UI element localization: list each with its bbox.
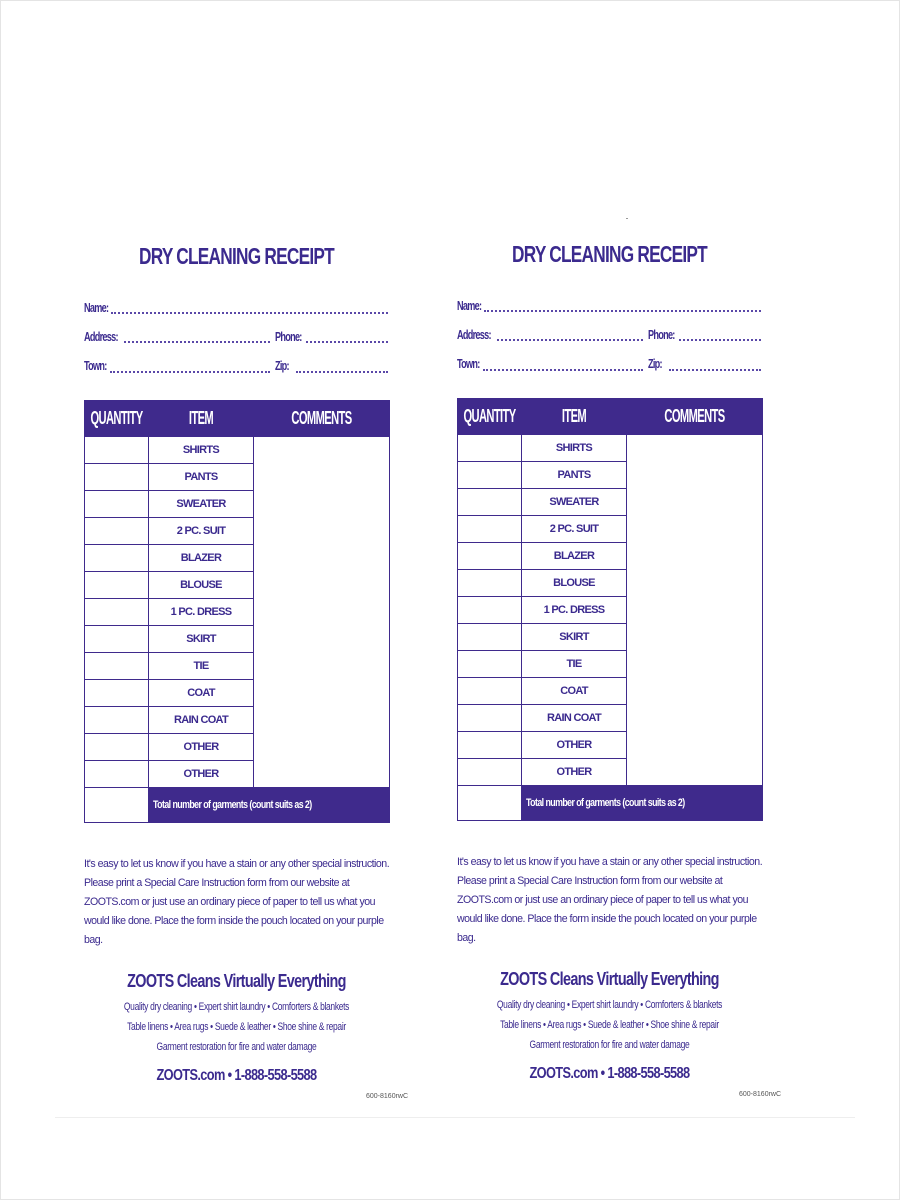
- table-row: [85, 437, 390, 464]
- quantity-cell[interactable]: [85, 680, 149, 707]
- item-label: RAIN COAT: [149, 707, 254, 734]
- comments-header-text: COMMENTS: [664, 406, 725, 426]
- service-line: Quality dry cleaning • Expert shirt laundry • Comforters & blankets: [496, 999, 723, 1011]
- quantity-header-text: QUANTITY: [90, 408, 143, 428]
- quantity-header: [85, 401, 149, 437]
- item-label: SHIRTS: [522, 435, 627, 462]
- phone-field[interactable]: [679, 339, 761, 341]
- item-label: SWEATER: [522, 489, 627, 516]
- address-label: Address:: [457, 327, 491, 342]
- services-list: [417, 995, 802, 1055]
- table-row: [458, 435, 763, 462]
- item-label: 2 PC. SUIT: [522, 516, 627, 543]
- item-label: TIE: [522, 651, 627, 678]
- service-line: Garment restoration for fire and water damage: [529, 1039, 690, 1051]
- quantity-cell[interactable]: [85, 626, 149, 653]
- quantity-cell[interactable]: [458, 543, 522, 570]
- quantity-cell[interactable]: [85, 518, 149, 545]
- item-label: BLOUSE: [522, 570, 627, 597]
- service-line: Table linens • Area rugs • Suede & leather • Shoe shine & repair: [500, 1019, 719, 1031]
- item-label: 1 PC. DRESS: [149, 599, 254, 626]
- quantity-header-text: QUANTITY: [463, 406, 516, 426]
- quantity-cell[interactable]: [458, 678, 522, 705]
- total-label-cell: [149, 788, 390, 823]
- quantity-cell[interactable]: [85, 761, 149, 788]
- address-label: Address:: [84, 329, 118, 344]
- item-label: OTHER: [522, 732, 627, 759]
- phone-label: Phone:: [275, 329, 302, 344]
- item-label: PANTS: [522, 462, 627, 489]
- instructions-text: It's easy to let us know if you have a stain or any other special instruction. Please print a Special Care Instruction form from our website at ZOOTS.com or just use an ordinary piece of paper to tell us what you would like done. Place the form inside the pouch located on your purple bag.: [84, 858, 390, 946]
- town-field[interactable]: [110, 371, 270, 373]
- quantity-cell[interactable]: [458, 570, 522, 597]
- item-label: SHIRTS: [149, 437, 254, 464]
- quantity-cell[interactable]: [85, 653, 149, 680]
- service-line: Quality dry cleaning • Expert shirt laundry • Comforters & blankets: [123, 1001, 350, 1013]
- quantity-cell[interactable]: [458, 435, 522, 462]
- receipt-title: DRY CLEANING RECEIPT: [512, 241, 707, 267]
- quantity-cell[interactable]: [85, 707, 149, 734]
- item-header-text: ITEM: [561, 406, 587, 426]
- item-label: SWEATER: [149, 491, 254, 518]
- item-label: PANTS: [149, 464, 254, 491]
- zip-field[interactable]: [296, 371, 388, 373]
- item-label: COAT: [522, 678, 627, 705]
- town-label: Town:: [457, 356, 480, 371]
- total-row: [85, 788, 390, 823]
- comments-header-text: COMMENTS: [291, 408, 352, 428]
- contact-info: ZOOTS.com • 1-888-558-5588: [529, 1065, 690, 1082]
- item-label: BLAZER: [149, 545, 254, 572]
- quantity-cell[interactable]: [458, 732, 522, 759]
- quantity-cell[interactable]: [458, 624, 522, 651]
- divider: [55, 1117, 855, 1118]
- item-label: TIE: [149, 653, 254, 680]
- item-label: SKIRT: [522, 624, 627, 651]
- garment-table: [84, 400, 390, 823]
- quantity-cell[interactable]: [458, 597, 522, 624]
- quantity-cell[interactable]: [458, 516, 522, 543]
- instructions-text: It's easy to let us know if you have a stain or any other special instruction. Please print a Special Care Instruction form from our website at ZOOTS.com or just use an ordinary piece of paper to tell us what you would like done. Place the form inside the pouch located on your purple bag.: [457, 856, 763, 944]
- quantity-cell[interactable]: [85, 734, 149, 761]
- total-quantity-cell[interactable]: [85, 788, 149, 823]
- phone-field[interactable]: [306, 341, 388, 343]
- quantity-cell[interactable]: [458, 651, 522, 678]
- name-field[interactable]: [111, 312, 388, 314]
- zip-label: Zip:: [648, 356, 662, 371]
- total-label: Total number of garments (count suits as 2): [526, 797, 685, 809]
- receipt-title: DRY CLEANING RECEIPT: [139, 243, 334, 269]
- item-label: RAIN COAT: [522, 705, 627, 732]
- item-label: BLOUSE: [149, 572, 254, 599]
- item-label: BLAZER: [522, 543, 627, 570]
- item-label: SKIRT: [149, 626, 254, 653]
- service-line: Table linens • Area rugs • Suede & leather • Shoe shine & repair: [127, 1021, 346, 1033]
- total-row: [458, 786, 763, 821]
- total-quantity-cell[interactable]: [458, 786, 522, 821]
- form-code: 600-8160rwC: [366, 1093, 409, 1100]
- phone-label: Phone:: [648, 327, 675, 342]
- address-field[interactable]: [124, 341, 270, 343]
- quantity-cell[interactable]: [85, 464, 149, 491]
- slogan: ZOOTS Cleans Virtually Everything: [500, 969, 719, 989]
- quantity-cell[interactable]: [85, 599, 149, 626]
- comments-cell[interactable]: [627, 435, 763, 786]
- comments-header: [254, 401, 390, 437]
- total-label: Total number of garments (count suits as 2): [153, 799, 312, 811]
- slogan: ZOOTS Cleans Virtually Everything: [127, 971, 346, 991]
- quantity-cell[interactable]: [85, 545, 149, 572]
- town-label: Town:: [84, 358, 107, 373]
- zip-label: Zip:: [275, 358, 289, 373]
- quantity-cell[interactable]: [458, 489, 522, 516]
- comments-cell[interactable]: [254, 437, 390, 788]
- item-label: OTHER: [149, 734, 254, 761]
- item-label: OTHER: [522, 759, 627, 786]
- name-label: Name:: [84, 300, 109, 315]
- quantity-cell[interactable]: [458, 462, 522, 489]
- name-field[interactable]: [484, 310, 761, 312]
- item-label: 2 PC. SUIT: [149, 518, 254, 545]
- item-label: 1 PC. DRESS: [522, 597, 627, 624]
- town-field[interactable]: [483, 369, 643, 371]
- services-list: [44, 997, 429, 1057]
- zip-field[interactable]: [669, 369, 761, 371]
- quantity-cell[interactable]: [85, 572, 149, 599]
- address-field[interactable]: [497, 339, 643, 341]
- quantity-cell[interactable]: [458, 759, 522, 786]
- item-header-text: ITEM: [188, 408, 214, 428]
- speck: [626, 218, 628, 219]
- item-label: OTHER: [149, 761, 254, 788]
- comments-header: [627, 399, 763, 435]
- item-header: [522, 399, 627, 435]
- garment-table: [457, 398, 763, 821]
- form-code: 600-8160rwC: [739, 1091, 782, 1098]
- receipt-1: [84, 243, 409, 1103]
- quantity-header: [458, 399, 522, 435]
- receipt-2: [457, 241, 782, 1101]
- contact-info: ZOOTS.com • 1-888-558-5588: [156, 1067, 317, 1084]
- quantity-cell[interactable]: [458, 705, 522, 732]
- total-label-cell: [522, 786, 763, 821]
- name-label: Name:: [457, 298, 482, 313]
- quantity-cell[interactable]: [85, 437, 149, 464]
- item-header: [149, 401, 254, 437]
- quantity-cell[interactable]: [85, 491, 149, 518]
- service-line: Garment restoration for fire and water damage: [156, 1041, 317, 1053]
- item-label: COAT: [149, 680, 254, 707]
